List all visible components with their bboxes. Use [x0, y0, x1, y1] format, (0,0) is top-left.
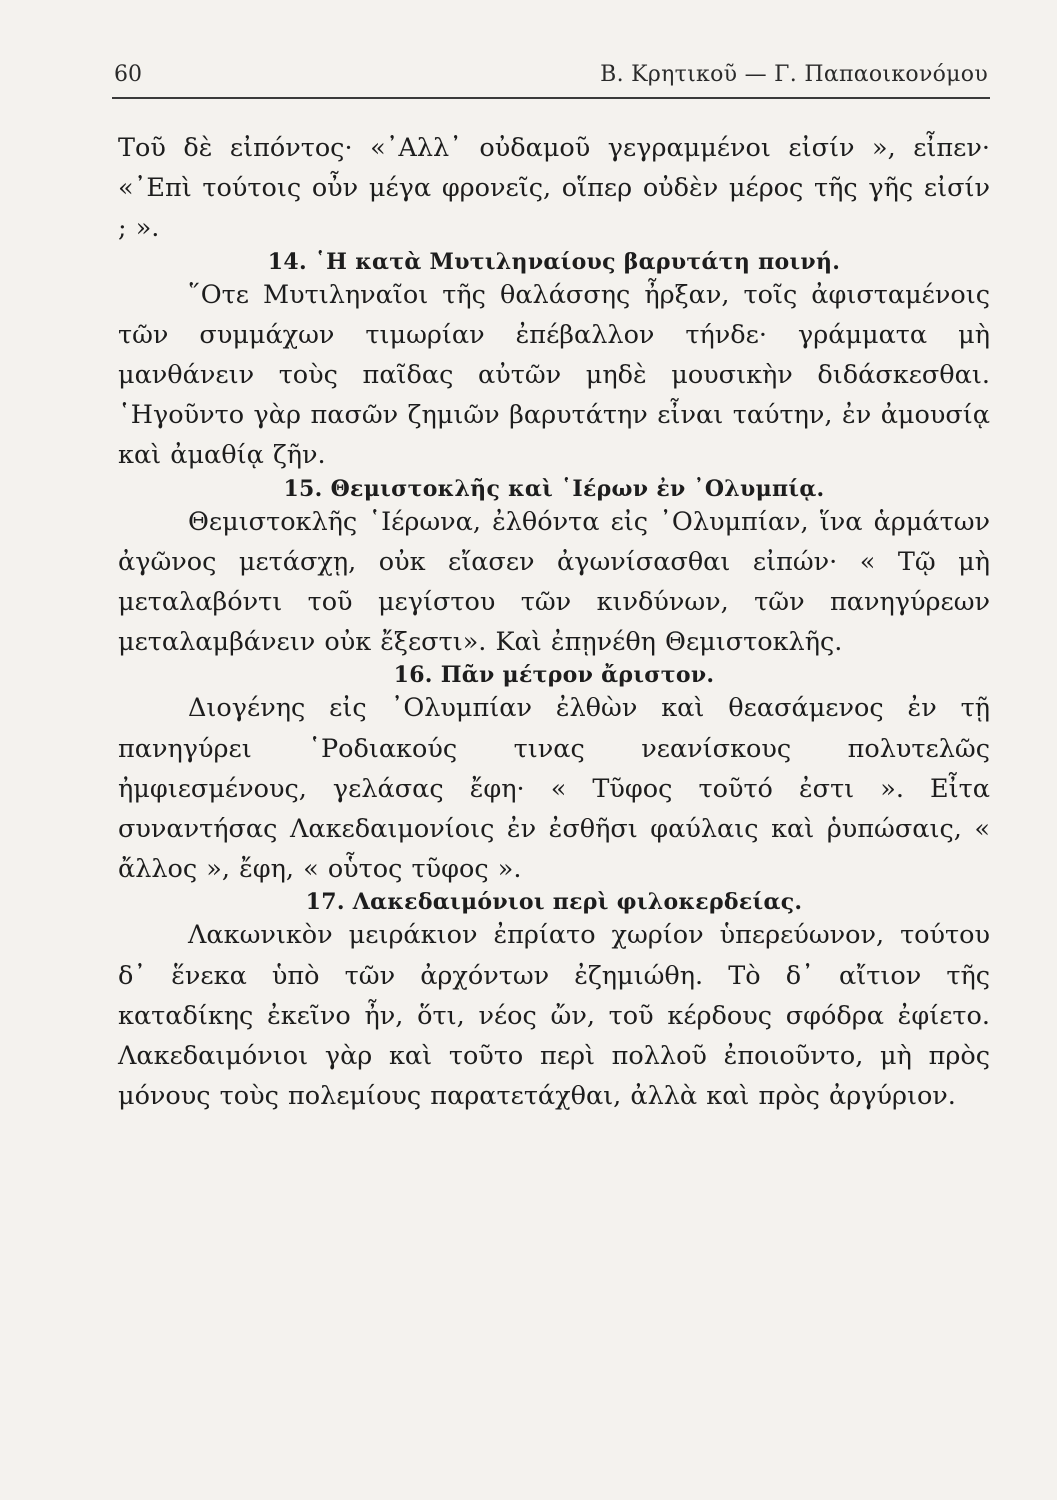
section-17-text: Λακωνικὸν μειράκιον ἐπρίατο χωρίον ὑπερεύωνον, τούτου δ᾿ ἕνεκα ὑπὸ τῶν ἀρχόντων ἐζημιώθη. Τὸ δ᾿ αἴτιον τῆς καταδίκης ἐκεῖνο ἦν, ὅτι, νέος ὤν, τοῦ κέρδους σφόδρα ἐφίετο. Λακεδαιμόνιοι γὰρ καὶ τοῦτο περὶ πολλοῦ ἐποιοῦντο, μὴ πρὸς μόνους τοὺς πολεμίους παρατετάχθαι, ἀλλὰ καὶ πρὸς ἀργύριον. — [118, 920, 990, 1112]
page-header — [114, 52, 988, 92]
section-14-text: ῞Οτε Μυτιληναῖοι τῆς θαλάσσης ἦρξαν, τοῖς ἀφισταμένοις τῶν συμμάχων τιμωρίαν ἐπέβαλλον τήνδε· γράμματα μὴ μανθάνειν τοὺς παῖδας αὐτῶν μηδὲ μουσικὴν διδάσκεσθαι. ῾Ηγοῦντο γὰρ πασῶν ζημιῶν βαρυτάτην εἶναι ταύτην, ἐν ἀμουσίᾳ καὶ ἀμαθίᾳ ζῆν. — [118, 279, 990, 471]
header-rule — [112, 97, 990, 99]
section-17-title: 17. Λακεδαιμόνιοι περὶ φιλοκερδείας. — [305, 889, 803, 916]
running-head: Β. Κρητικοῦ — Γ. Παπαοικονόμου — [600, 62, 988, 87]
section-16-text: Διογένης εἰς ᾿Ολυμπίαν ἐλθὼν καὶ θεασάμενος ἐν τῇ πανηγύρει ῾Ροδιακούς τινας νεανίσκους πολυτελῶς ἠμφιεσμένους, γελάσας ἔφη· « Τῦφος τοῦτό ἐστι ». Εἶτα συναντήσας Λακεδαιμονίοις ἐν ἐσθῆσι φαύλαις καὶ ῥυπώσαις, « ἄλλος », ἔφη, « οὗτος τῦφος ». — [118, 693, 990, 885]
section-15-title: 15. Θεμιστοκλῆς καὶ ῾Ιέρων ἐν ᾿Ολυμπίᾳ. — [283, 475, 825, 502]
section-15-text: Θεμιστοκλῆς ῾Ιέρωνα, ἐλθόντα εἰς ᾿Ολυμπίαν, ἵνα ἁρμάτων ἀγῶνος μετάσχῃ, οὐκ εἴασεν ἀγωνίσασθαι εἰπών· « Τῷ μὴ μεταλαβόντι τοῦ μεγίστου τῶν κινδύνων, τῶν πανηγύρεων μεταλαμβάνειν οὐκ ἔξεστι». Καὶ ἐπῃνέθη Θεμιστοκλῆς. — [118, 506, 990, 658]
page-number: 60 — [114, 62, 142, 87]
page-body — [118, 128, 990, 1116]
intro-paragraph: Τοῦ δὲ εἰπόντος· «᾿Αλλ᾿ οὐδαμοῦ γεγραμμένοι εἰσίν », εἶπεν· «᾿Επὶ τούτοις οὖν μέγα φρονεῖς, οἵπερ οὐδὲν μέρος τῆς γῆς εἰσίν ; ». — [118, 133, 990, 244]
section-16-title: 16. Πᾶν μέτρον ἄριστον. — [393, 662, 715, 689]
section-14-title: 14. ῾Η κατὰ Μυτιληναίους βαρυτάτη ποινή. — [267, 248, 841, 275]
